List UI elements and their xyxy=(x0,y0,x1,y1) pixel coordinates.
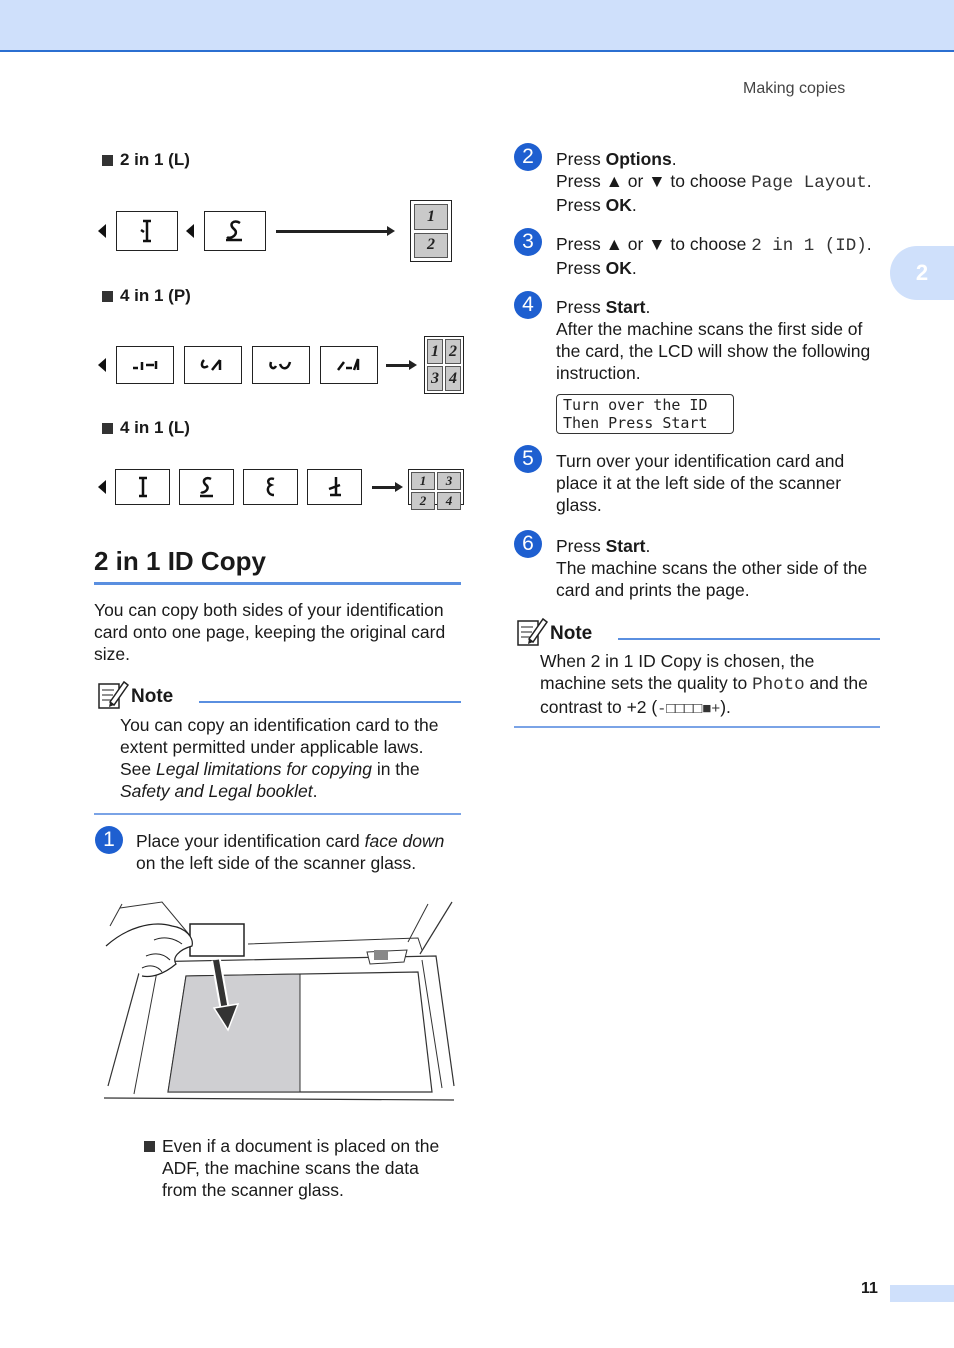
orientation-arrow-icon xyxy=(186,224,194,238)
step-text: Press Start. The machine scans the other side of the card and prints the page. xyxy=(556,536,868,600)
section-rule xyxy=(94,582,461,585)
note-icon xyxy=(96,678,130,715)
note-rule xyxy=(199,701,461,703)
step-number: 3 xyxy=(514,228,542,256)
result-arrow-icon xyxy=(276,230,388,233)
output-page-2in1: 1 2 xyxy=(410,200,452,262)
layout-heading-4in1-p: 4 in 1 (P) xyxy=(102,286,191,306)
down-arrow-icon: ▼ xyxy=(648,234,666,254)
source-page-1 xyxy=(116,346,174,384)
step-number: 5 xyxy=(514,445,542,473)
step-text: Press ▲ or ▼ to choose 2 in 1 (ID). Press OK. xyxy=(556,234,872,278)
layout-heading-4in1-l: 4 in 1 (L) xyxy=(102,418,190,438)
step-text: Press Options. Press ▲ or ▼ to choose Page Layout. Press OK. xyxy=(556,149,872,215)
note-body: When 2 in 1 ID Copy is chosen, the machine sets the quality to Photo and the contrast to +2 (-□□□□■+). xyxy=(540,651,868,718)
note-title: Note xyxy=(550,623,593,644)
source-page-1 xyxy=(115,469,170,505)
step-text: Place your identification card face down on the left side of the scanner glass. xyxy=(136,831,445,873)
step-text: Turn over your identification card and place it at the left side of the scanner glass. xyxy=(556,451,845,515)
bullet-square-icon xyxy=(102,155,113,166)
source-page-1 xyxy=(116,211,178,251)
bullet-square-icon xyxy=(102,291,113,302)
note-icon xyxy=(515,615,549,652)
output-page-4in1-l: 1 3 2 4 xyxy=(408,469,464,505)
lcd-display: Turn over the ID Then Press Start xyxy=(556,394,734,434)
step-number: 1 xyxy=(95,826,123,854)
note-bottom-rule xyxy=(94,813,461,815)
source-page-3 xyxy=(252,346,310,384)
section-intro: You can copy both sides of your identification card onto one page, keeping the original card size. xyxy=(94,600,446,664)
source-page-3 xyxy=(243,469,298,505)
source-page-4 xyxy=(307,469,362,505)
page-tab xyxy=(890,1285,954,1302)
up-arrow-icon: ▲ xyxy=(605,234,623,254)
orientation-arrow-icon xyxy=(98,358,106,372)
output-page-4in1-p: 1 2 3 4 xyxy=(424,336,464,394)
source-page-2 xyxy=(184,346,242,384)
step-number: 2 xyxy=(514,143,542,171)
layout-diagram-2in1-l xyxy=(98,200,452,262)
page-number: 11 xyxy=(861,1280,878,1297)
note-bottom-rule xyxy=(514,726,880,728)
up-arrow-icon: ▲ xyxy=(605,171,623,191)
section-title: 2 in 1 ID Copy xyxy=(94,546,266,576)
down-arrow-icon: ▼ xyxy=(648,171,666,191)
note-title: Note xyxy=(131,686,174,707)
result-arrow-icon xyxy=(386,364,410,367)
step-number: 6 xyxy=(514,530,542,558)
source-page-2 xyxy=(204,211,266,251)
step-number: 4 xyxy=(514,291,542,319)
bullet-square-icon xyxy=(102,423,113,434)
orientation-arrow-icon xyxy=(98,480,106,494)
adf-bullet: Even if a document is placed on the ADF, the machine scans the data from the scanner glass. xyxy=(144,1135,474,1201)
orientation-arrow-icon xyxy=(98,224,106,238)
chapter-tab: 2 xyxy=(890,246,954,300)
layout-diagram-4in1-l xyxy=(98,469,464,508)
source-page-2 xyxy=(179,469,234,505)
note-rule xyxy=(618,638,880,640)
step-text: Press Start. After the machine scans the first side of the card, the LCD will show the following instruction. xyxy=(556,297,871,383)
layout-diagram-4in1-p xyxy=(98,336,464,394)
bullet-square-icon xyxy=(144,1141,155,1152)
running-header: Making copies xyxy=(743,80,846,97)
scanner-glass-illustration xyxy=(102,898,458,1109)
note-body: You can copy an identification card to the extent permitted under applicable laws. See Legal limitations for copying in the Safety and Legal booklet. xyxy=(120,715,439,801)
header-bar xyxy=(0,0,954,52)
result-arrow-icon xyxy=(372,486,396,489)
source-page-4 xyxy=(320,346,378,384)
layout-heading-2in1-l: 2 in 1 (L) xyxy=(102,150,190,170)
